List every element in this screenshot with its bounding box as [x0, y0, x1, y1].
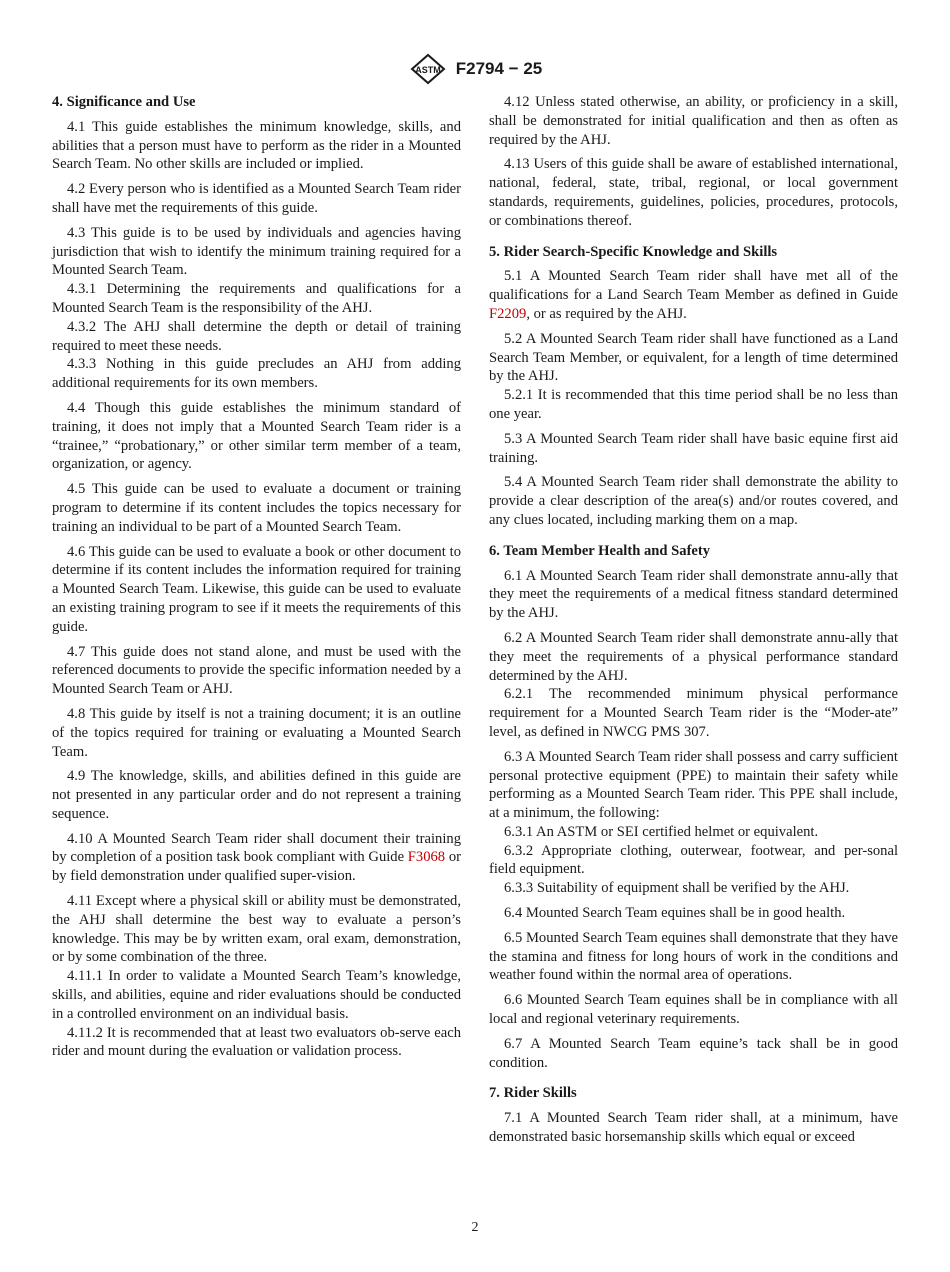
para-5-4: 5.4 A Mounted Search Team rider shall demonstrate the ability to provide a clear description of the area(s) and/or routes covered, and any clues located, including marking them on a map. [489, 474, 898, 528]
para-6-1: 6.1 A Mounted Search Team rider shall demonstrate annu-ally that they meet the requirements of a medical fitness standard determined by the AHJ. [489, 567, 898, 622]
ref-link-f3068[interactable]: F3068 [407, 849, 446, 866]
para-6-4: 6.4 Mounted Search Team equines shall be in good health. [504, 905, 846, 922]
para-5-1-text-a: 5.1 A Mounted Search Team rider shall have met all of the qualifications for a Land Search Team Member as defined in Guide [489, 268, 898, 304]
para-4-12: 4.12 Unless stated otherwise, an ability, or proficiency in a skill, shall be demonstrated for initial qualification and then as often as required by the AHJ. [489, 94, 898, 148]
para-4-1: 4.1 This guide establishes the minimum knowledge, skills, and abilities that a person must have to perform as the rider in a Mounted Search Team. No other skills are included or implied. [52, 118, 461, 173]
ref-link-f2209[interactable]: F2209 [489, 305, 527, 322]
para-4-9: 4.9 The knowledge, skills, and abilities defined in this guide are not presented in any particular order and do not represent a training sequence. [52, 768, 461, 822]
para-6-3-3: 6.3.3 Suitability of equipment shall be verified by the AHJ. [504, 880, 850, 897]
para-6-7: 6.7 A Mounted Search Team equine’s tack shall be in good condition. [489, 1035, 898, 1071]
para-4-8: 4.8 This guide by itself is not a training document; it is an outline of the topics required for training or evaluating a Mounted Search Team. [52, 705, 461, 760]
para-4-10-text-a: 4.10 A Mounted Search Team rider shall document their training by completion of a position task book compliant with Guide [52, 830, 461, 866]
para-4-2: 4.2 Every person who is identified as a Mounted Search Team rider shall have met the requirements of this guide. [52, 181, 461, 216]
para-4-10 [52, 830, 461, 886]
logo-text: ASTM [415, 65, 441, 75]
para-6-3-2: 6.3.2 Appropriate clothing, outerwear, footwear, and per-sonal field equipment. [489, 842, 898, 878]
para-4-4: 4.4 Though this guide establishes the minimum standard of training, it does not imply that a Mounted Search Team rider is a “trainee,” “probationary,” or other similar term member of a team, organization, or agency. [52, 399, 461, 473]
left-column [52, 93, 461, 1067]
para-4-11: 4.11 Except where a physical skill or ability must be demonstrated, the AHJ shall determine the best way to evaluate a person’s knowledge. This may be by written exam, oral exam, demonstration, or by some combination of the three. [52, 893, 461, 966]
para-5-1-text-b: , or as required by the AHJ. [526, 305, 687, 322]
para-4-11-2: 4.11.2 It is recommended that at least two evaluators ob-serve each rider and mount during the evaluation or validation process. [52, 1024, 461, 1060]
para-6-6: 6.6 Mounted Search Team equines shall be in compliance with all local and regional veterinary requirements. [489, 992, 898, 1028]
para-4-13: 4.13 Users of this guide shall be aware of established international, national, federal, state, tribal, regional, or local government standards, requirements, guidelines, policies, procedures, protocols, or combinations thereof. [489, 156, 898, 229]
para-6-3: 6.3 A Mounted Search Team rider shall possess and carry sufficient personal protective equipment (PPE) to maintain their safety while performing as a Mounted Search Team rider. This PPE shall include, at a minimum, the following: [489, 748, 898, 822]
para-4-3-2: 4.3.2 The AHJ shall determine the depth or detail of training required to meet these needs. [52, 318, 461, 354]
para-4-7: 4.7 This guide does not stand alone, and must be used with the referenced documents to provide the specific information needed by a Mounted Search Team or AHJ. [52, 643, 461, 698]
section-4-heading: 4. Significance and Use [52, 94, 196, 110]
para-4-11-1: 4.11.1 In order to validate a Mounted Search Team’s knowledge, skills, and abilities, equine and rider evaluations should be conducted in a controlled environment on an individual basis. [52, 968, 461, 1022]
para-7-1: 7.1 A Mounted Search Team rider shall, at a minimum, have demonstrated basic horsemanship skills which equal or exceed [489, 1110, 898, 1146]
page-header [0, 52, 950, 86]
para-6-2: 6.2 A Mounted Search Team rider shall demonstrate annu-ally that they meet the requirements of a physical performance standard determined by the AHJ. [489, 629, 898, 684]
para-4-3: 4.3 This guide is to be used by individuals and agencies having jurisdiction that wish to identify the minimum training required for a Mounted Search Team. [52, 224, 461, 279]
astm-logo-icon [408, 53, 448, 85]
para-4-10-text-b: or by field demonstration under qualified super-vision. [52, 849, 461, 885]
para-4-6: 4.6 This guide can be used to evaluate a book or other document to determine if its content includes the information required for training a Mounted Search Team. Likewise, this guide can be used to evaluate an existing training program to see if it meets the requirements of this guide. [52, 543, 461, 635]
para-5-3: 5.3 A Mounted Search Team rider shall have basic equine first aid training. [489, 430, 898, 466]
section-7-heading: 7. Rider Skills [489, 1085, 577, 1102]
para-6-5: 6.5 Mounted Search Team equines shall demonstrate that they have the stamina and fitness for long hours of work in the conditions and weather found within the normal area of operations. [489, 929, 898, 984]
para-6-3-1: 6.3.1 An ASTM or SEI certified helmet or equivalent. [504, 823, 819, 840]
para-5-2-1: 5.2.1 It is recommended that this time period shall be no less than one year. [489, 387, 898, 422]
section-6-heading: 6. Team Member Health and Safety [489, 542, 711, 559]
para-4-3-3: 4.3.3 Nothing in this guide precludes an AHJ from adding additional requirements for its own members. [52, 356, 461, 392]
para-5-1 [489, 267, 898, 323]
section-5-heading: 5. Rider Search-Specific Knowledge and Skills [489, 243, 778, 260]
standard-designation: F2794 − 25 [455, 59, 543, 78]
page-number: 2 [471, 1220, 479, 1235]
para-6-2-1: 6.2.1 The recommended minimum physical performance requirement for a Mounted Search Team rider is the “Moder-ate” level, as defined in NWCG PMS 307. [489, 686, 898, 740]
right-column [489, 93, 898, 1153]
para-5-2: 5.2 A Mounted Search Team rider shall have functioned as a Land Search Team Member, or equivalent, for a length of time determined by the AHJ. [489, 330, 898, 385]
para-4-5: 4.5 This guide can be used to evaluate a document or training program to determine if its content includes the topics necessary for training an individual to be part of a Mounted Search Team. [52, 481, 461, 535]
para-4-3-1: 4.3.1 Determining the requirements and qualifications for a Mounted Search Team is the responsibility of the AHJ. [52, 281, 461, 316]
